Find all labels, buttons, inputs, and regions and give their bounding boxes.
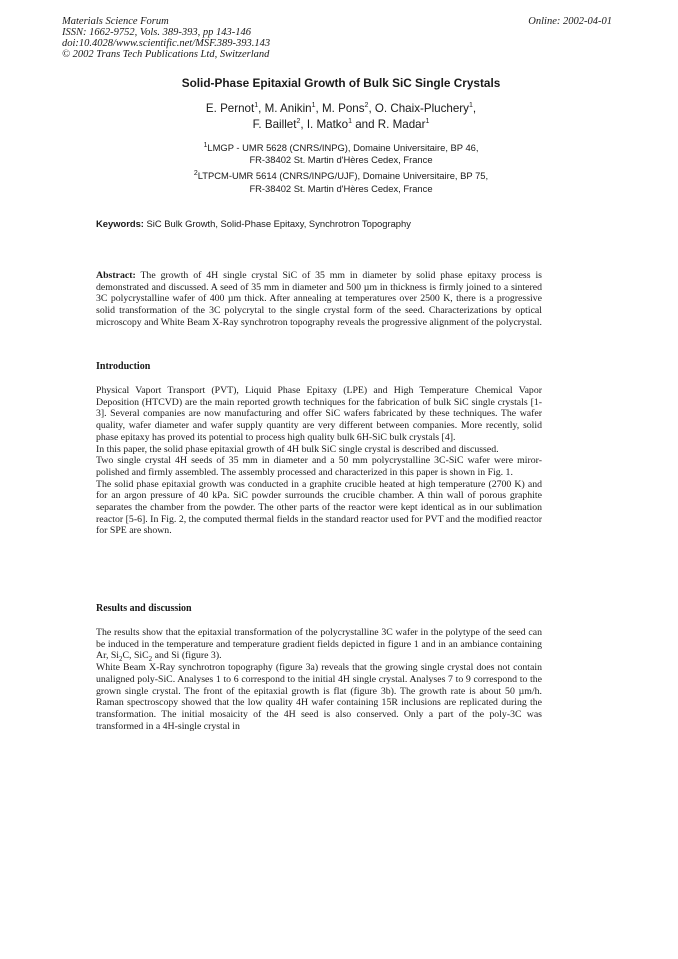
author-name: I. Matko: [306, 118, 349, 131]
paper-title: Solid-Phase Epitaxial Growth of Bulk SiC Single Crystals: [181, 76, 501, 90]
author-affiliation-mark: 2: [296, 118, 301, 126]
issn-line: ISSN: 1662-9752, Vols. 389-393, pp 143-146: [62, 27, 251, 38]
subscript: 2: [119, 655, 123, 664]
author-conjunction: and: [355, 118, 375, 131]
online-date: Online: 2002-04-01: [528, 16, 612, 27]
affiliation-number: 1: [203, 141, 208, 149]
author-affiliation-mark: 1: [425, 118, 430, 126]
keywords-label: Keywords:: [96, 218, 144, 229]
affiliation-2: [60, 170, 622, 194]
doi-link[interactable]: doi:10.4028/www.scientific.net/MSF.389-393.143: [62, 38, 271, 49]
paragraph: Two single crystal 4H seeds of 35 mm in diameter and a 50 mm polycrystalline 3C-SiC wafer were miror-polished and firmly assembled. The assembly processed and characterized in this paper is shown in Fig. 1.: [96, 455, 542, 478]
abstract-label: Abstract:: [96, 270, 136, 281]
text-run: The results show that the epitaxial transformation of the polycrystalline 3C wafer in the polytype of the seed can be induced in the temperature and temperature gradient fields depicted in figure 1 and in an ambiance containing Ar, Si: [96, 627, 542, 662]
author-name: M. Anikin: [264, 102, 312, 115]
abstract: [96, 270, 542, 329]
author-name: M. Pons: [322, 102, 365, 115]
author-list: E. Pernot$^1$, M. Anikin$^1$, M. Pons$^2$, O. Chaix-Pluchery$^1$, F. Baillet$^2$, I. Matko$^1$ and R. Madar$^1$: [205, 102, 477, 131]
journal-name: Materials Science Forum: [62, 16, 169, 27]
keywords: [96, 218, 566, 229]
paragraph: In this paper, the solid phase epitaxial growth of 4H bulk SiC single crystal is described and discussed.: [96, 443, 499, 455]
text-run: C, SiC: [122, 650, 149, 662]
paragraph: [96, 627, 542, 662]
author-affiliation-mark: 1: [311, 102, 316, 110]
affiliation-list: [60, 142, 622, 199]
affiliation-number: 2: [193, 170, 198, 178]
affiliation-line: LTPCM-UMR 5614 (CNRS/INPG/UJF), Domaine Universitaire, BP 75,: [197, 170, 489, 182]
results-body: [96, 627, 542, 732]
subscript: 2: [148, 655, 153, 664]
introduction-body: [96, 385, 542, 537]
copyright-line: © 2002 Trans Tech Publications Ltd, Switzerland: [62, 49, 270, 60]
author-affiliation-mark: 1: [348, 118, 352, 126]
paragraph: The solid phase epitaxial growth was conducted in a graphite crucible heated at high temperature (2700 K) and for an argon pressure of 40 kPa. SiC powder surrounds the crucible chamber. A thin wall of porous graphite separates the chamber from the powder. The other parts of the reactor were kept identical as in our sublimation reactor [5-6]. In Fig. 2, the computed thermal fields in the standard reactor used for PVT and the modified reactor for SPE are shown.: [96, 478, 542, 537]
author-affiliation-mark: 1: [468, 102, 473, 110]
results-heading: Results and discussion: [96, 603, 192, 614]
affiliation-line: LMGP - UMR 5628 (CNRS/INPG), Domaine Universitaire, BP 46,: [207, 142, 479, 153]
author-name: E. Pernot: [205, 102, 255, 115]
author-name: R. Madar: [377, 118, 426, 131]
keywords-text: SiC Bulk Growth, Solid-Phase Epitaxy, Synchrotron Topography: [146, 218, 411, 229]
author-affiliation-mark: 1: [254, 102, 259, 110]
introduction-heading: Introduction: [96, 361, 151, 372]
affiliation-1: [60, 142, 622, 166]
journal-header: [62, 16, 482, 60]
author-affiliation-mark: 2: [364, 102, 369, 110]
author-name: O. Chaix-Pluchery: [374, 102, 469, 115]
affiliation-line: FR-38402 St. Martin d'Hères Cedex, France: [249, 154, 433, 166]
abstract-text: The growth of 4H single crystal SiC of 35 mm in diameter by solid phase epitaxy process is demonstrated and discussed. A seed of 35 mm in diameter and 500 µm in thickness is firmly joined to a sintered 3C polycrystalline wafer of 400 µm thick. After annealing at temperatures over 2500 K, there is a progressive solid transformation of the 3C polycrytal to the single crystal form of the seed. Characterizations by optical microscopy and White Beam X-Ray synchrotron topography reveals the progressive alignment of the polycrystal.: [96, 270, 543, 328]
author-name: F. Baillet: [252, 118, 297, 131]
paragraph: White Beam X-Ray synchrotron topography (figure 3a) reveals that the growing single crystal does not contain unaligned poly-SiC. Analyses 1 to 6 correspond to the initial 4H single crystal. Analyses 7 to 9 correspond to the grown single crystal. The front of the epitaxial growth is flat (figure 3b). The growth rate is about 50 µm/h. Raman spectroscopy showed that the low quality 4H wafer containing 15R inclusions are replicated during the transformation. The initial mosaicity of the 4H seed is also conserved. Only a part of the poly-3C was transformed in a 4H-single crystal in: [96, 662, 542, 732]
affiliation-line: FR-38402 St. Martin d'Hères Cedex, France: [249, 182, 433, 194]
text-run: and Si (figure 3).: [152, 650, 222, 662]
paragraph: Physical Vaport Transport (PVT), Liquid Phase Epitaxy (LPE) and High Temperature Chemical Vapor Deposition (HTCVD) are the main reported growth techniques for the fabrication of bulk SiC single crystals [1-3]. Several companies are now manufacturing and offer SiC wafers fabricated by these techniques. The wafer quality, wafer diameter and wafer supply quantity are very different between companies. More recently, solid phase epitaxy has proved its potential to process high quality bulk 6H-SiC bulk crystals [4].: [96, 385, 542, 443]
